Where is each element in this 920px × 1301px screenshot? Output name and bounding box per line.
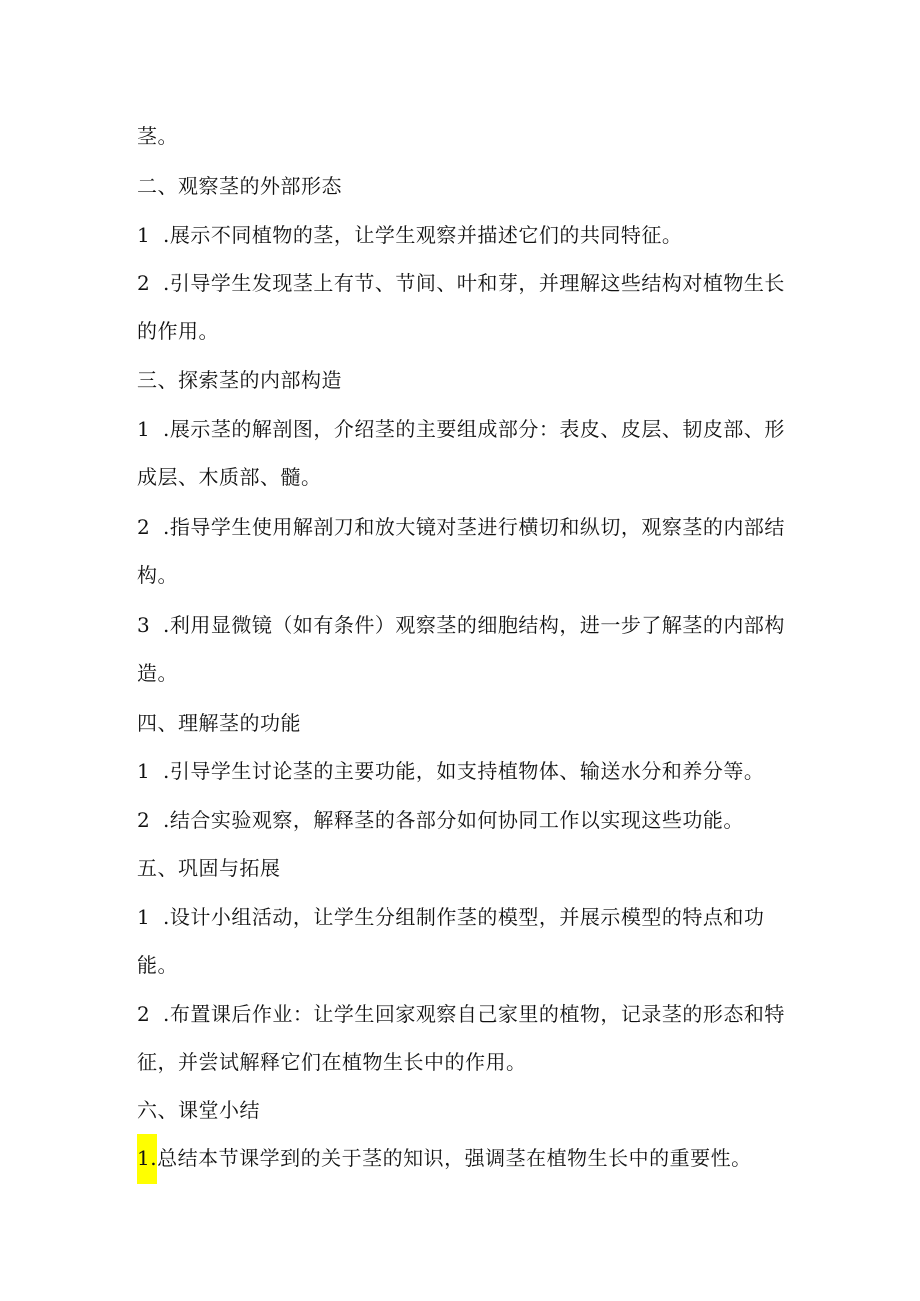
section-heading: 六、课堂小结 <box>137 1098 260 1122</box>
list-item: 2 .指导学生使用解剖刀和放大镜对茎进行横切和纵切，观察茎的内部结 <box>137 515 785 539</box>
text-line: 造。 <box>137 661 178 685</box>
list-item: 1 .引导学生讨论茎的主要功能，如支持植物体、输送水分和养分等。 <box>137 759 765 783</box>
list-item: 2 .结合实验观察，解释茎的各部分如何协同工作以实现这些功能。 <box>137 808 744 832</box>
list-item: 1 .设计小组活动，让学生分组制作茎的模型，并展示模型的特点和功 <box>137 905 765 929</box>
text-line: 构。 <box>137 563 178 587</box>
section-heading: 三、探索茎的内部构造 <box>137 368 342 392</box>
list-item: 1 .展示不同植物的茎，让学生观察并描述它们的共同特征。 <box>137 223 683 247</box>
section-heading: 四、理解茎的功能 <box>137 711 301 735</box>
text-line: 能。 <box>137 953 178 977</box>
section-heading: 二、观察茎的外部形态 <box>137 174 342 198</box>
text-line: 成层、木质部、髓。 <box>137 465 322 489</box>
text-line: 征，并尝试解释它们在植物生长中的作用。 <box>137 1050 527 1074</box>
text-line: 茎。 <box>137 124 178 148</box>
list-item-highlighted: 1.总结本节课学到的关于茎的知识，强调茎在植物生长中的重要性。 <box>137 1144 787 1172</box>
list-item: 2 .引导学生发现茎上有节、节间、叶和芽，并理解这些结构对植物生长 <box>137 271 785 295</box>
list-item: 2 .布置课后作业：让学生回家观察自己家里的植物，记录茎的形态和特 <box>137 1002 785 1026</box>
highlight-mark: 1. <box>137 1134 157 1184</box>
list-item: 3 .利用显微镜（如有条件）观察茎的细胞结构，进一步了解茎的内部构 <box>137 613 785 637</box>
section-heading: 五、巩固与拓展 <box>137 856 281 880</box>
list-item: 1 .展示茎的解剖图，介绍茎的主要组成部分：表皮、皮层、韧皮部、形 <box>137 417 785 441</box>
text-line: 的作用。 <box>137 319 219 343</box>
